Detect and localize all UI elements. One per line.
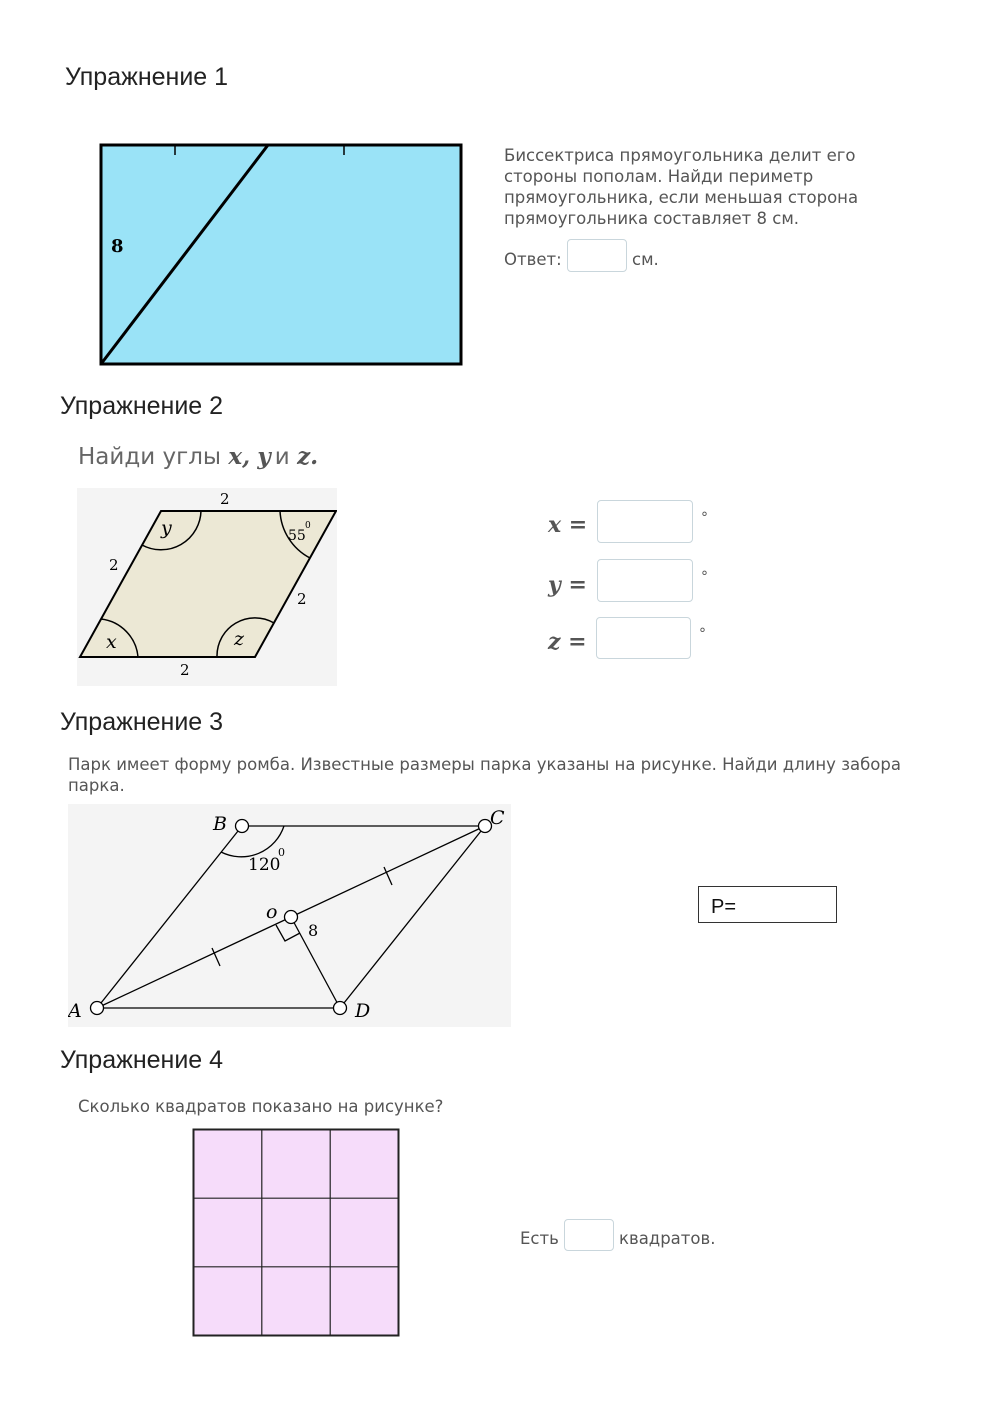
side-label-8: 8	[111, 236, 124, 257]
task-text: Найди углы	[78, 444, 222, 470]
answer-input-z[interactable]	[596, 617, 691, 659]
exercise-4-answer-input[interactable]	[564, 1219, 614, 1251]
side-label-left: 2	[109, 556, 119, 574]
degree-unit-x: °	[701, 510, 708, 526]
degree-unit-z: °	[699, 626, 706, 642]
point-b	[236, 820, 249, 833]
task-var-y: y	[257, 443, 271, 470]
label-o: o	[266, 901, 278, 923]
exercise-1-heading: Упражнение 1	[65, 63, 229, 91]
exercise-4-answer-suffix: квадратов.	[619, 1229, 716, 1248]
exercise-3-question: Парк имеет форму ромба. Известные размеры парка указаны на рисунке. Найди длину забора парка.	[68, 755, 901, 795]
task-var-x: x,	[228, 443, 251, 470]
exercise-4-heading: Упражнение 4	[60, 1046, 224, 1074]
label-a: A	[68, 1000, 82, 1022]
exercise-4-grid-figure	[192, 1128, 400, 1338]
answer-input-x[interactable]	[597, 500, 693, 543]
outer-square	[194, 1130, 399, 1336]
side-label-bottom: 2	[180, 661, 190, 679]
length-label-8: 8	[308, 921, 319, 940]
angle-label-y: y	[161, 517, 172, 539]
angle-label-z: z	[234, 628, 245, 650]
answer-input-y[interactable]	[597, 559, 693, 602]
rectangle-shape	[101, 145, 461, 364]
point-d	[334, 1002, 347, 1015]
label-d: D	[355, 1000, 371, 1022]
angle-label-55-degree: 0	[305, 521, 311, 531]
angle-label-120: 120	[248, 855, 281, 875]
label-c: C	[490, 807, 505, 829]
label-b: B	[213, 813, 227, 835]
exercise-1-answer-unit: см.	[632, 250, 659, 269]
perimeter-answer-box[interactable]	[698, 886, 837, 923]
exercise-1-answer-input[interactable]	[567, 239, 627, 272]
exercise-4-question: Сколько квадратов показано на рисунке?	[78, 1097, 444, 1116]
answer-label-y: y =	[548, 572, 587, 598]
exercise-2-heading: Упражнение 2	[60, 392, 224, 420]
exercise-1-question: Биссектриса прямоугольника делит его стороны пополам. Найди периметр прямоугольника, если меньшая сторона прямоугольника составляет 8 см.	[504, 146, 859, 228]
point-o	[285, 911, 298, 924]
exercise-4-answer-prefix: Есть	[520, 1229, 559, 1248]
exercise-2-task	[78, 443, 318, 470]
exercise-3-rhombus-figure	[68, 804, 511, 1027]
answer-label-x: x =	[548, 512, 588, 538]
exercise-2-parallelogram-figure	[77, 488, 337, 686]
task-var-z: z.	[297, 443, 319, 470]
exercise-3-heading: Упражнение 3	[60, 708, 224, 736]
side-label-right: 2	[297, 590, 307, 608]
exercise-1-rectangle-figure	[98, 142, 464, 368]
degree-unit-y: °	[701, 569, 708, 585]
angle-label-55: 55	[288, 528, 306, 544]
angle-label-120-degree: 0	[278, 846, 285, 859]
angle-label-x: x	[106, 631, 117, 653]
task-and: и	[274, 444, 290, 470]
side-label-top: 2	[220, 490, 230, 508]
answer-label-z: z =	[548, 629, 587, 655]
perimeter-label: P=	[711, 896, 737, 918]
exercise-1-answer-label: Ответ:	[504, 250, 562, 269]
point-a	[91, 1002, 104, 1015]
